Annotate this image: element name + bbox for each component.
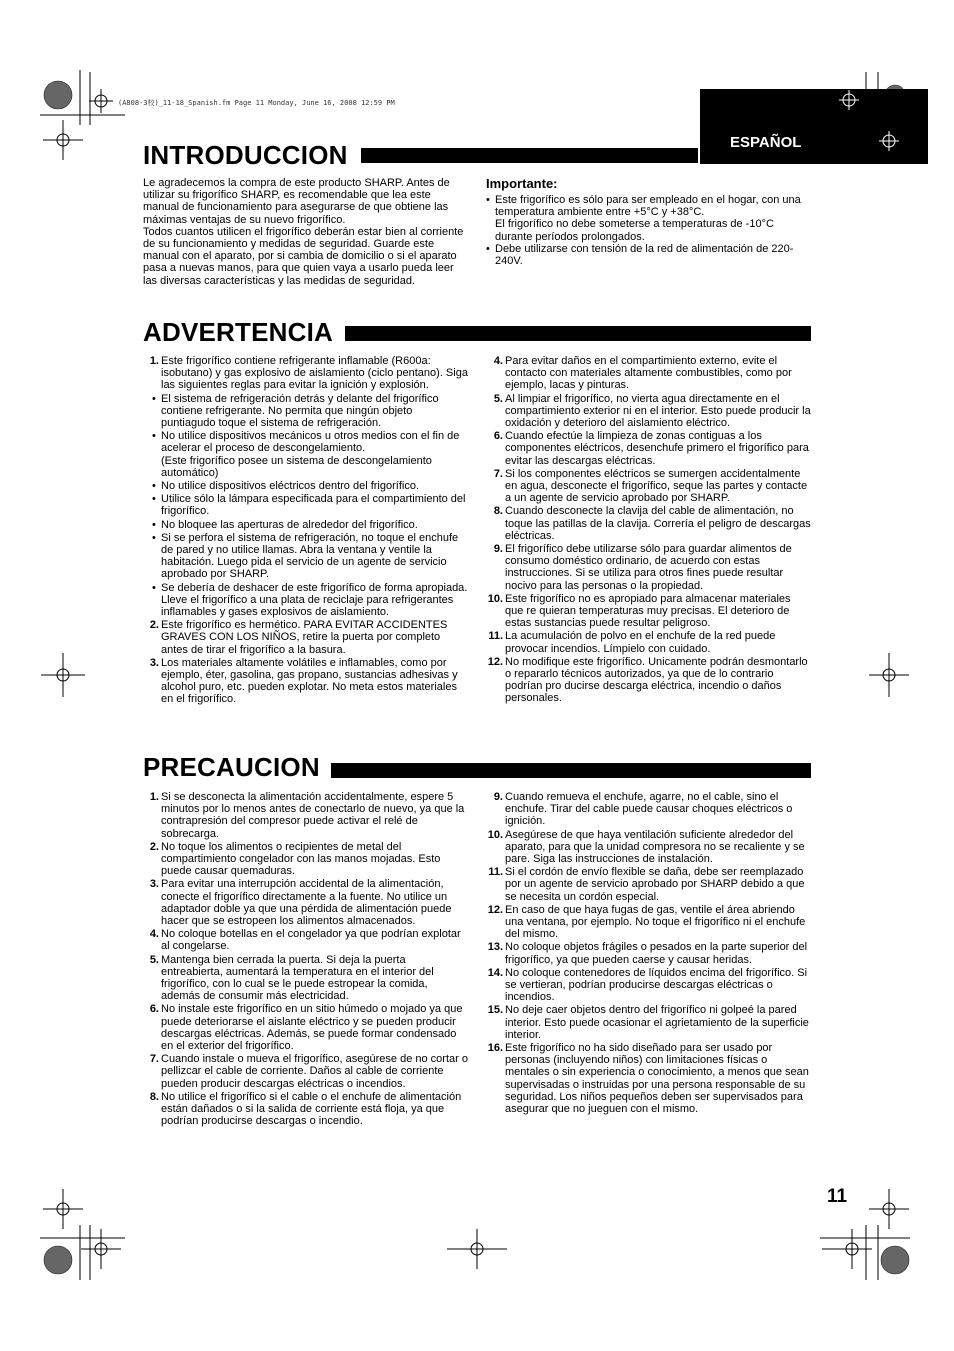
list-item: 9. El frigorífico debe utilizarse sólo para guardar alimentos de consumo doméstico ordinario, de acuerdo con estas instrucciones. Si se utiliza para otros fines puede resultar nocivo para las personas o la propiedad.	[493, 543, 792, 592]
list-item: 1. Este frigorífico contiene refrigerante inflamable (R600a: isobutano) y gas explosivo de aislamiento (ciclo pentano). Siga las siguientes reglas para evitar la ignición y explosión.	[149, 355, 468, 392]
list-item: 3. Los materiales altamente volátiles e inflamables, como por ejemplo, éter, gasolina, gas propano, sustancias adhesivas y alcohol puro, etc. pueden explotar. No meta estos materiales en el frigorífico.	[149, 656, 458, 706]
intro-title: INTRODUCCION	[143, 140, 348, 170]
important-title: Importante:	[486, 176, 558, 191]
list-item: 15. No deje caer objetos dentro del frigorífico ni golpeé la pared interior. Esto puede ocasionar el agrietamiento de la superficie interior.	[487, 1004, 809, 1041]
list-item: 11. La acumulación de polvo en el enchufe de la red puede provocar incendios. Límpielo con cuidado.	[488, 630, 776, 655]
list-item: • Si se perfora el sistema de refrigeración, no toque el enchufe de pared y no utilice llamas. Abra la ventana y ventile la habitación. Luego pida el servicio de un agente de servicio aprobado por SHARP.	[143, 532, 468, 581]
list-item: 6. No instale este frigorífico en un sitio húmedo o mojado ya que puede deteriorarse el aislante eléctrico y se pueden producir descargas eléctricas. Además, se puede formar condensado en el exterior del frigorífico.	[149, 1003, 463, 1053]
page-number: 11	[827, 1186, 848, 1207]
list-item: 2. No toque los alimentos o recipientes de metal del compartimiento congelador con las manos mojadas. Esto puede causar quemaduras.	[149, 840, 441, 878]
list-item: 11. Si el cordón de envío flexible se daña, debe ser reemplazado por un agente de servicio aprobado por SHARP debido a que se necesita un cordón especial.	[488, 866, 805, 903]
file-header: (A808-3校)_11-18_Spanish.fm Page 11 Monday, June 16, 2008 12:59 PM	[118, 99, 395, 107]
list-item: 6. Cuando efectúe la limpieza de zonas contiguas a los componentes eléctricos, desenchufe primero el frigorífico para evitar las descargas eléctricas.	[493, 430, 809, 467]
language-tab	[700, 89, 928, 164]
important-item: • Este frigorífico es sólo para ser empleado en el hogar, con una temperatura ambiente entre +5°C y +38°C. El frigorífico no debe someterse a temperaturas de -10°C durante períodos prolongados.	[486, 194, 811, 243]
list-item: 7. Si los componentes eléctricos se sumergen accidentalmente en agua, desconecte el frigorífico, seque las partes y contacte a un agente de servicio aprobado por SHARP.	[493, 467, 808, 505]
crosshair-icon	[879, 131, 899, 151]
important-box	[486, 176, 811, 267]
warning-left-column	[143, 355, 468, 707]
crosshair-icon	[839, 90, 859, 110]
list-item: 1. Si se desconecta la alimentación accidentalmente, espere 5 minutos por lo menos antes de conectarlo de nuevo, ya que la contrapresión del compresor puede activar el relé de sobrecarga.	[149, 791, 465, 840]
list-item: 8. Cuando desconecte la clavija del cable de alimentación, no toque las patillas de la clavija. Correría el peligro de descargas eléctricas.	[493, 505, 811, 542]
list-item: 14. No coloque contenedores de líquidos encima del frigorífico. Si se vertieran, podrían producirse descargas eléctricas o incendios.	[487, 966, 808, 1004]
list-item: • No utilice dispositivos eléctricos dentro del frigorífico.	[143, 480, 468, 492]
list-item: 10. Este frigorífico no es apropiado para almacenar materiales que re quieran temperaturas muy precisas. El deterioro de estas sustancias puede resultar peligroso.	[487, 592, 791, 630]
title-rule	[345, 326, 811, 341]
list-item: 5. Al limpiar el frigorífico, no vierta agua directamente en el compartimiento exterior ni en el interior. Esto puede producir la oxidación y deterioro del aislamiento eléctrico.	[493, 392, 811, 430]
list-item: 4. No coloque botellas en el congelador ya que podrían explotar al congelarse.	[149, 928, 461, 953]
list-item: 12. En caso de que haya fugas de gas, ventile el área abriendo una ventana, por ejemplo. No toque el frigorífico ni el enchufe del mismo.	[487, 903, 806, 941]
language-label: ESPAÑOL	[730, 134, 802, 151]
list-item: 9. Cuando remueva el enchufe, agarre, no el cable, sino el enchufe. Tirar del cable puede causar choques eléctricos o ignición.	[493, 791, 793, 828]
title-rule	[361, 148, 698, 163]
list-item: • No utilice dispositivos mecánicos u otros medios con el fin de acelerar el proceso de descongelamiento. (Este frigorífico posee un sistema de descongelamiento automático)	[143, 430, 468, 479]
list-item: 2. Este frigorífico es hermético. PARA EVITAR ACCIDENTES GRAVES CON LOS NIÑOS, retire la puerta por completo antes de tirar el frigorífico a la basura.	[149, 619, 448, 656]
list-item: 8. No utilice el frigorífico si el cable o el enchufe de alimentación están dañados o si la salida de corriente está floja, ya que podrían producirse descargas o incendio.	[149, 1090, 462, 1128]
list-item: • Se debería de deshacer de este frigorífico de forma apropiada. Lleve el frigorífico a una plata de reciclaje para refrigerantes inflamables y gases explosivos de aislamiento.	[143, 582, 468, 619]
list-item: • El sistema de refrigeración detrás y delante del frigorífico contiene refrigerante. No permita que ningún objeto puntiagudo toque el sistema de refrigeración.	[143, 393, 468, 430]
list-item: 5. Mantenga bien cerrada la puerta. Si deja la puerta entreabierta, aumentará la temperatura en el interior del frigorífico, con lo cual se le puede estropear la comida, además de consumir más electricidad.	[149, 953, 434, 1003]
caution-right-column	[487, 791, 811, 1116]
list-item: 10. Asegúrese de que haya ventilación suficiente alrededor del aparato, para que la unidad compresora no se recaliente y se pare. Siga las instrucciones de instalación.	[487, 828, 805, 866]
list-item: 4. Para evitar daños en el compartimiento externo, evite el contacto con materiales altamente combustibles, como por ejemplo, lacas y pinturas.	[493, 355, 792, 392]
warning-right-column	[487, 355, 811, 706]
important-item: • Debe utilizarse con tensión de la red de alimentación de 220- 240V.	[486, 243, 811, 267]
intro-paragraph: Le agradecemos la compra de este producto SHARP. Antes de utilizar su frigorífico SHARP, es recomendable que lea este manual de funcionamiento para asegurarse de que obtiene las máximas ventajas de su nuevo frigorífico. Todos cuantos utilicen el frigorífico deberán estar bien al corriente de su funcionamiento y medidas de seguridad. Guarde este manual con el aparato, por si cambia de domicilio o si el aparato pasa a nuevas manos, para que quien vaya a usarlo pueda leer las diversas características y las medidas de seguridad.	[143, 177, 464, 287]
caution-left-column	[143, 791, 468, 1128]
list-item: 3. Para evitar una interrupción accidental de la alimentación, conecte el frigorífico directamente a la fuente. No utilice un adaptador doble ya que una pérdida de alimentación puede hacer que se estropeen los alimentos almacenados.	[149, 878, 452, 928]
warning-title: ADVERTENCIA	[143, 317, 333, 347]
title-rule	[331, 763, 811, 778]
list-item: • No bloquee las aperturas de alrededor del frigorífico.	[143, 519, 468, 531]
list-item: 12. No modifique este frigorífico. Unicamente podrán desmontarlo o repararlo técnicos autorizados, ya que de lo contrario podrían pro ducirse descarga eléctrica, incendio o daños personales.	[487, 655, 808, 705]
list-item: 13. No coloque objetos frágiles o pesados en la parte superior del frigorífico, ya que pueden caerse y causar heridas.	[487, 941, 808, 966]
list-item: 16. Este frigorífico no ha sido diseñado para ser usado por personas (incluyendo niños) con limitaciones físicas o mentales o sin experiencia o conocimiento, a menos que sean supervisadas o instruidas por una persona responsable de su seguridad. Los niños pequeños deben ser supervisados para asegurar que no jueguen con el mismo.	[487, 1042, 809, 1116]
list-item: • Utilice sólo la lámpara especificada para el compartimiento del frigorífico.	[143, 493, 468, 517]
list-item: 7. Cuando instale o mueva el frigorífico, asegúrese de no cortar o pellizcar el cable de corriente. Daños al cable de corriente pueden producir descargas eléctricas o incendios.	[149, 1053, 468, 1090]
caution-title: PRECAUCION	[143, 752, 320, 782]
